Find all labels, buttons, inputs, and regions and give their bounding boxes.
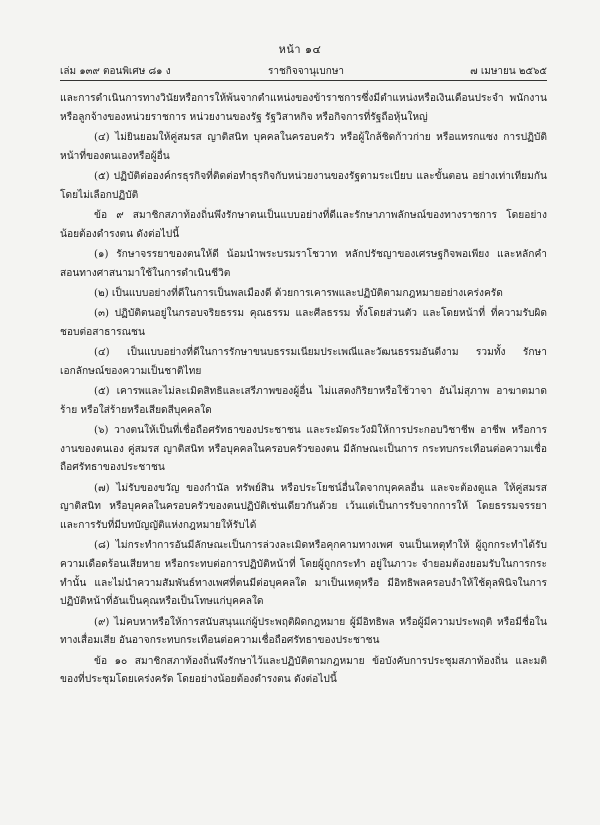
- publication-date: ๗ เมษายน ๒๕๖๕: [470, 66, 547, 77]
- list-item: (๑) รักษาจรรยาของตนให้ดี น้อมนำพระบรมราโชวาท หลักปรัชญาของเศรษฐกิจพอเพียง และหลักคำสอนทางศาสนามาใช้ในการดำเนินชีวิต: [60, 248, 547, 279]
- paragraph: และการดำเนินการทางวินัยหรือการให้พ้นจากตำแหน่งของข้าราชการซึ่งมีตำแหน่งหรือเงินเดือนประจำ พนักงาน หรือลูกจ้างของหน่วยราชการ หน่วยงานของรัฐ รัฐวิสาหกิจ หรือกิจการที่รัฐถือหุ้นใหญ่: [60, 93, 547, 123]
- section-clause: ข้อ ๑๐ สมาชิกสภาท้องถิ่นพึงรักษาไว้และปฏิบัติตามกฎหมาย ข้อบังคับการประชุมสภาท้องถิ่น และมติของที่ประชุมโดยเคร่งครัด โดยอย่างน้อยต้องดำรงตน ดังต่อไปนี้: [60, 655, 547, 686]
- list-item: (๔) เป็นแบบอย่างที่ดีในการรักษาขนบธรรมเนียมประเพณีและวัฒนธรรมอันดีงาม รวมทั้ง รักษาเอกลักษณ์ของความเป็นชาติไทย: [60, 347, 547, 377]
- list-item: (๙) ไม่คบหาหรือให้การสนับสนุนแก่ผู้ประพฤติผิดกฎหมาย ผู้มีอิทธิพล หรือผู้มีความประพฤติ หรือมีชื่อในทางเสื่อมเสีย อันอาจกระทบกระเทือนต่อความเชื่อถือศรัทธาของประชาชน: [60, 616, 547, 647]
- list-item: (๔) ไม่ยินยอมให้คู่สมรส ญาติสนิท บุคคลในครอบครัว หรือผู้ใกล้ชิดก้าวก่าย หรือแทรกแซง การปฏิบัติหน้าที่ของตนเองหรือผู้อื่น: [60, 131, 547, 162]
- list-item: (๘) ไม่กระทำการอันมีลักษณะเป็นการล่วงละเมิดหรือคุกคามทางเพศ จนเป็นเหตุทำให้ ผู้ถูกกระทำได้รับความเดือดร้อนเสียหาย หรือกระทบต่อการปฏิบัติหน้าที่ โดยผู้ถูกกระทำ อยู่ในภาวะ จำยอมต้องยอมรับในการกระทำนั้น และไม่นำความสัมพันธ์ทางเพศที่ตนมีต่อบุคคลใด มาเป็นเหตุหรือ มีอิทธิพลครอบงำให้ใช้ดุลพินิจในการปฏิบัติหน้าที่อันเป็นคุณหรือเป็นโทษแก่บุคคลใด: [60, 540, 547, 608]
- list-item: (๗) ไม่รับของขวัญ ของกำนัล ทรัพย์สิน หรือประโยชน์อื่นใดจากบุคคลอื่น และจะต้องดูแล ให้คู่สมรส ญาติสนิท หรือบุคคลในครอบครัวของตนปฏิบัติเช่นเดียวกันด้วย เว้นแต่เป็นการรับจากการให้ โดยธรรมจรรยาและการรับที่มีบทบัญญัติแห่งกฎหมายให้รับได้: [60, 482, 547, 532]
- list-item: (๒) เป็นแบบอย่างที่ดีในการเป็นพลเมืองดี ด้วยการเคารพและปฏิบัติตามกฎหมายอย่างเคร่งครัด: [94, 287, 503, 299]
- document-body: [60, 90, 547, 692]
- header-rule: [60, 80, 547, 81]
- list-item: (๖) วางตนให้เป็นที่เชื่อถือศรัทธาของประชาชน และระมัดระวังมิให้การประกอบวิชาชีพ อาชีพ หรือการงานของตนเอง คู่สมรส ญาติสนิท หรือบุคคลในครอบครัวของตน มีลักษณะเป็นการ กระทบกระเทือนต่อความเชื่อถือศรัทธาของประชาชน: [60, 425, 547, 474]
- publication-title: ราชกิจจานุเบกษา: [268, 66, 345, 77]
- page-number: หน้า ๑๔: [278, 43, 322, 56]
- volume-issue: เล่ม ๑๓๙ ตอนพิเศษ ๘๑ ง: [60, 66, 171, 77]
- list-item: (๕) เคารพและไม่ละเมิดสิทธิและเสรีภาพของผู้อื่น ไม่แสดงกิริยาหรือใช้วาจา อันไม่สุภาพ อาฆาตมาดร้าย หรือใส่ร้ายหรือเสียดสีบุคคลใด: [60, 386, 547, 416]
- list-item: (๓) ปฏิบัติตนอยู่ในกรอบจริยธรรม คุณธรรม และศีลธรรม ทั้งโดยส่วนตัว และโดยหน้าที่ ที่ความรับผิดชอบต่อสาธารณชน: [60, 308, 547, 338]
- list-item: (๕) ปฏิบัติต่อองค์กรธุรกิจที่ติดต่อทำธุรกิจกับหน่วยงานของรัฐตามระเบียบ และขั้นตอน อย่างเท่าเทียมกัน โดยไม่เลือกปฏิบัติ: [60, 170, 547, 201]
- section-clause: ข้อ ๙ สมาชิกสภาท้องถิ่นพึงรักษาตนเป็นแบบอย่างที่ดีและรักษาภาพลักษณ์ของทางราชการ โดยอย่างน้อยต้องดำรงตน ดังต่อไปนี้: [60, 209, 547, 240]
